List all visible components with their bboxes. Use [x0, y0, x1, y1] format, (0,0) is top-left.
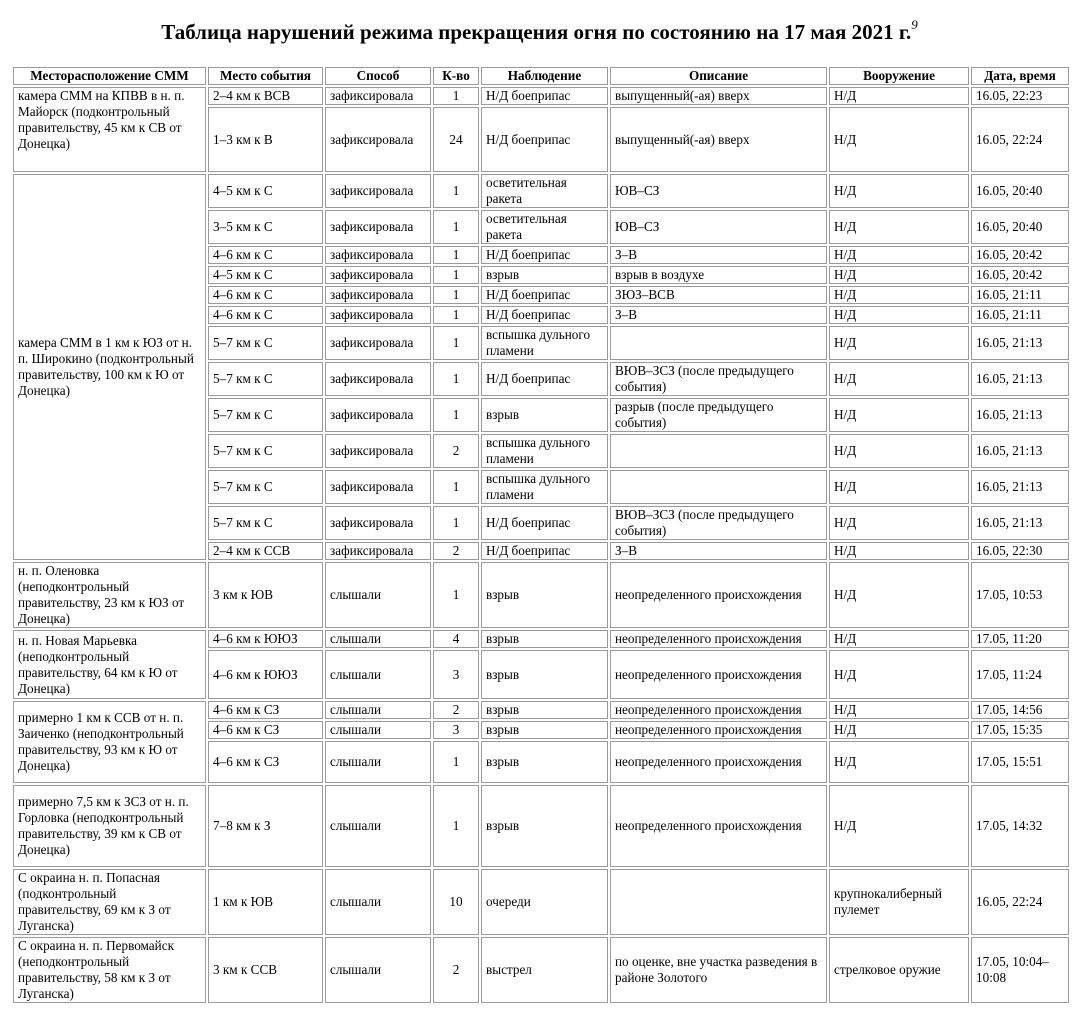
- place-cell: 5–7 км к С: [208, 326, 323, 360]
- method-cell: зафиксировала: [325, 542, 431, 560]
- table-row: [13, 562, 1069, 628]
- method-cell: слышали: [325, 937, 431, 1003]
- description-cell: неопределенного происхождения: [610, 785, 827, 867]
- place-cell: 4–6 км к ЮЮЗ: [208, 650, 323, 699]
- count-cell: 1: [433, 506, 479, 540]
- header-cell: Дата, время: [971, 67, 1069, 85]
- observation-cell: взрыв: [481, 650, 608, 699]
- count-cell: 24: [433, 107, 479, 172]
- description-cell: ЮВ–СЗ: [610, 210, 827, 244]
- count-cell: 2: [433, 434, 479, 468]
- observation-cell: вспышка дульного пламени: [481, 434, 608, 468]
- table-row: [13, 630, 1069, 648]
- method-cell: зафиксировала: [325, 107, 431, 172]
- method-cell: слышали: [325, 869, 431, 935]
- observation-cell: очереди: [481, 869, 608, 935]
- description-cell: неопределенного происхождения: [610, 562, 827, 628]
- datetime-cell: 16.05, 20:42: [971, 266, 1069, 284]
- observation-cell: взрыв: [481, 562, 608, 628]
- place-cell: 2–4 км к ССВ: [208, 542, 323, 560]
- place-cell: 3 км к ССВ: [208, 937, 323, 1003]
- datetime-cell: 16.05, 22:24: [971, 869, 1069, 935]
- header-cell: Наблюдение: [481, 67, 608, 85]
- count-cell: 1: [433, 562, 479, 628]
- observation-cell: осветительная ракета: [481, 210, 608, 244]
- count-cell: 1: [433, 286, 479, 304]
- table-row: [13, 87, 1069, 105]
- location-cell: камера СММ в 1 км к ЮЗ от н. п. Широкино (подконтрольный правительству, 100 км к Ю от Донецка): [13, 174, 206, 560]
- observation-cell: Н/Д боеприпас: [481, 246, 608, 264]
- datetime-cell: 17.05, 10:04–10:08: [971, 937, 1069, 1003]
- weapon-cell: Н/Д: [829, 506, 969, 540]
- observation-cell: Н/Д боеприпас: [481, 542, 608, 560]
- weapon-cell: Н/Д: [829, 286, 969, 304]
- observation-cell: Н/Д боеприпас: [481, 286, 608, 304]
- description-cell: ЮВ–СЗ: [610, 174, 827, 208]
- weapon-cell: Н/Д: [829, 326, 969, 360]
- count-cell: 2: [433, 701, 479, 719]
- datetime-cell: 16.05, 20:42: [971, 246, 1069, 264]
- weapon-cell: Н/Д: [829, 398, 969, 432]
- method-cell: зафиксировала: [325, 246, 431, 264]
- description-cell: неопределенного происхождения: [610, 721, 827, 739]
- count-cell: 1: [433, 87, 479, 105]
- table-row: [13, 701, 1069, 719]
- weapon-cell: Н/Д: [829, 741, 969, 783]
- header-cell: К-во: [433, 67, 479, 85]
- description-cell: неопределенного происхождения: [610, 701, 827, 719]
- method-cell: зафиксировала: [325, 266, 431, 284]
- datetime-cell: 17.05, 15:51: [971, 741, 1069, 783]
- weapon-cell: Н/Д: [829, 562, 969, 628]
- weapon-cell: Н/Д: [829, 721, 969, 739]
- header-cell: Описание: [610, 67, 827, 85]
- weapon-cell: крупнокалиберный пулемет: [829, 869, 969, 935]
- count-cell: 1: [433, 741, 479, 783]
- place-cell: 4–6 км к С: [208, 306, 323, 324]
- description-cell: ЗЮЗ–ВСВ: [610, 286, 827, 304]
- description-cell: ВЮВ–ЗСЗ (после предыдущего события): [610, 362, 827, 396]
- ceasefire-violations-table: [11, 65, 1071, 1005]
- observation-cell: взрыв: [481, 741, 608, 783]
- method-cell: слышали: [325, 650, 431, 699]
- place-cell: 4–6 км к СЗ: [208, 721, 323, 739]
- table-row: [13, 869, 1069, 935]
- method-cell: зафиксировала: [325, 470, 431, 504]
- weapon-cell: Н/Д: [829, 210, 969, 244]
- observation-cell: Н/Д боеприпас: [481, 306, 608, 324]
- datetime-cell: 16.05, 22:30: [971, 542, 1069, 560]
- count-cell: 3: [433, 721, 479, 739]
- description-cell: неопределенного происхождения: [610, 650, 827, 699]
- datetime-cell: 17.05, 15:35: [971, 721, 1069, 739]
- count-cell: 1: [433, 785, 479, 867]
- place-cell: 5–7 км к С: [208, 398, 323, 432]
- count-cell: 3: [433, 650, 479, 699]
- weapon-cell: Н/Д: [829, 785, 969, 867]
- table-row: [13, 937, 1069, 1003]
- datetime-cell: 16.05, 21:13: [971, 362, 1069, 396]
- description-cell: неопределенного происхождения: [610, 630, 827, 648]
- weapon-cell: Н/Д: [829, 266, 969, 284]
- datetime-cell: 17.05, 11:20: [971, 630, 1069, 648]
- method-cell: зафиксировала: [325, 434, 431, 468]
- description-cell: З–В: [610, 306, 827, 324]
- place-cell: 4–5 км к С: [208, 266, 323, 284]
- weapon-cell: Н/Д: [829, 650, 969, 699]
- place-cell: 4–6 км к СЗ: [208, 741, 323, 783]
- description-cell: [610, 869, 827, 935]
- location-cell: С окраина н. п. Первомайск (неподконтрольный правительству, 58 км к З от Луганска): [13, 937, 206, 1003]
- method-cell: слышали: [325, 630, 431, 648]
- place-cell: 5–7 км к С: [208, 434, 323, 468]
- weapon-cell: Н/Д: [829, 107, 969, 172]
- datetime-cell: 16.05, 21:13: [971, 398, 1069, 432]
- table-row: [13, 785, 1069, 867]
- count-cell: 1: [433, 362, 479, 396]
- count-cell: 1: [433, 470, 479, 504]
- description-cell: неопределенного происхождения: [610, 741, 827, 783]
- location-cell: камера СММ на КПВВ в н. п. Майорск (подконтрольный правительству, 45 км к СВ от Донецка): [13, 87, 206, 172]
- datetime-cell: 16.05, 21:11: [971, 306, 1069, 324]
- method-cell: слышали: [325, 785, 431, 867]
- count-cell: 1: [433, 246, 479, 264]
- observation-cell: взрыв: [481, 266, 608, 284]
- description-cell: взрыв в воздухе: [610, 266, 827, 284]
- method-cell: зафиксировала: [325, 87, 431, 105]
- table-row: [13, 174, 1069, 208]
- description-cell: выпущенный(-ая) вверх: [610, 87, 827, 105]
- method-cell: зафиксировала: [325, 506, 431, 540]
- count-cell: 2: [433, 542, 479, 560]
- datetime-cell: 16.05, 22:24: [971, 107, 1069, 172]
- description-cell: З–В: [610, 542, 827, 560]
- weapon-cell: Н/Д: [829, 470, 969, 504]
- observation-cell: вспышка дульного пламени: [481, 326, 608, 360]
- description-cell: ВЮВ–ЗСЗ (после предыдущего события): [610, 506, 827, 540]
- description-cell: выпущенный(-ая) вверх: [610, 107, 827, 172]
- count-cell: 4: [433, 630, 479, 648]
- observation-cell: Н/Д боеприпас: [481, 362, 608, 396]
- place-cell: 4–6 км к СЗ: [208, 701, 323, 719]
- count-cell: 1: [433, 174, 479, 208]
- header-cell: Место события: [208, 67, 323, 85]
- observation-cell: взрыв: [481, 630, 608, 648]
- datetime-cell: 17.05, 14:32: [971, 785, 1069, 867]
- place-cell: 4–6 км к ЮЮЗ: [208, 630, 323, 648]
- observation-cell: осветительная ракета: [481, 174, 608, 208]
- location-cell: С окраина н. п. Попасная (подконтрольный правительству, 69 км к З от Луганска): [13, 869, 206, 935]
- observation-cell: взрыв: [481, 398, 608, 432]
- observation-cell: Н/Д боеприпас: [481, 506, 608, 540]
- method-cell: слышали: [325, 721, 431, 739]
- weapon-cell: Н/Д: [829, 434, 969, 468]
- observation-cell: вспышка дульного пламени: [481, 470, 608, 504]
- title-text: Таблица нарушений режима прекращения огня по состоянию на 17 мая 2021 г.: [161, 20, 912, 44]
- location-cell: примерно 7,5 км к ЗСЗ от н. п. Горловка (неподконтрольный правительству, 39 км к СВ от Донецка): [13, 785, 206, 867]
- place-cell: 3 км к ЮВ: [208, 562, 323, 628]
- method-cell: зафиксировала: [325, 286, 431, 304]
- datetime-cell: 16.05, 21:13: [971, 326, 1069, 360]
- datetime-cell: 16.05, 20:40: [971, 210, 1069, 244]
- datetime-cell: 16.05, 21:11: [971, 286, 1069, 304]
- weapon-cell: Н/Д: [829, 87, 969, 105]
- method-cell: слышали: [325, 562, 431, 628]
- count-cell: 1: [433, 398, 479, 432]
- datetime-cell: 16.05, 21:13: [971, 434, 1069, 468]
- observation-cell: Н/Д боеприпас: [481, 107, 608, 172]
- description-cell: З–В: [610, 246, 827, 264]
- place-cell: 1–3 км к В: [208, 107, 323, 172]
- method-cell: слышали: [325, 741, 431, 783]
- location-cell: н. п. Новая Марьевка (неподконтрольный правительству, 64 км к Ю от Донецка): [13, 630, 206, 699]
- datetime-cell: 16.05, 21:13: [971, 470, 1069, 504]
- observation-cell: взрыв: [481, 785, 608, 867]
- weapon-cell: Н/Д: [829, 306, 969, 324]
- header-cell: Месторасположение СММ: [13, 67, 206, 85]
- description-cell: разрыв (после предыдущего события): [610, 398, 827, 432]
- place-cell: 3–5 км к С: [208, 210, 323, 244]
- weapon-cell: Н/Д: [829, 246, 969, 264]
- method-cell: зафиксировала: [325, 306, 431, 324]
- method-cell: слышали: [325, 701, 431, 719]
- datetime-cell: 17.05, 10:53: [971, 562, 1069, 628]
- place-cell: 1 км к ЮВ: [208, 869, 323, 935]
- count-cell: 10: [433, 869, 479, 935]
- weapon-cell: Н/Д: [829, 630, 969, 648]
- place-cell: 5–7 км к С: [208, 506, 323, 540]
- datetime-cell: 17.05, 11:24: [971, 650, 1069, 699]
- method-cell: зафиксировала: [325, 174, 431, 208]
- header-cell: Способ: [325, 67, 431, 85]
- footnote-marker: 9: [911, 17, 918, 32]
- count-cell: 1: [433, 306, 479, 324]
- observation-cell: взрыв: [481, 701, 608, 719]
- description-cell: по оценке, вне участка разведения в районе Золотого: [610, 937, 827, 1003]
- count-cell: 2: [433, 937, 479, 1003]
- datetime-cell: 16.05, 22:23: [971, 87, 1069, 105]
- observation-cell: взрыв: [481, 721, 608, 739]
- place-cell: 4–5 км к С: [208, 174, 323, 208]
- weapon-cell: Н/Д: [829, 542, 969, 560]
- count-cell: 1: [433, 210, 479, 244]
- count-cell: 1: [433, 326, 479, 360]
- count-cell: 1: [433, 266, 479, 284]
- header-row: [13, 67, 1069, 85]
- observation-cell: выстрел: [481, 937, 608, 1003]
- page-title: [0, 13, 1079, 46]
- datetime-cell: 16.05, 21:13: [971, 506, 1069, 540]
- weapon-cell: Н/Д: [829, 174, 969, 208]
- location-cell: примерно 1 км к ССВ от н. п. Заиченко (неподконтрольный правительству, 93 км к Ю от Донецка): [13, 701, 206, 783]
- description-cell: [610, 434, 827, 468]
- place-cell: 4–6 км к С: [208, 286, 323, 304]
- method-cell: зафиксировала: [325, 398, 431, 432]
- location-cell: н. п. Оленовка (неподконтрольный правительству, 23 км к ЮЗ от Донецка): [13, 562, 206, 628]
- method-cell: зафиксировала: [325, 362, 431, 396]
- description-cell: [610, 470, 827, 504]
- weapon-cell: Н/Д: [829, 701, 969, 719]
- place-cell: 2–4 км к ВСВ: [208, 87, 323, 105]
- description-cell: [610, 326, 827, 360]
- datetime-cell: 17.05, 14:56: [971, 701, 1069, 719]
- place-cell: 7–8 км к З: [208, 785, 323, 867]
- observation-cell: Н/Д боеприпас: [481, 87, 608, 105]
- place-cell: 4–6 км к С: [208, 246, 323, 264]
- method-cell: зафиксировала: [325, 210, 431, 244]
- header-cell: Вооружение: [829, 67, 969, 85]
- weapon-cell: Н/Д: [829, 362, 969, 396]
- place-cell: 5–7 км к С: [208, 362, 323, 396]
- place-cell: 5–7 км к С: [208, 470, 323, 504]
- datetime-cell: 16.05, 20:40: [971, 174, 1069, 208]
- weapon-cell: стрелковое оружие: [829, 937, 969, 1003]
- method-cell: зафиксировала: [325, 326, 431, 360]
